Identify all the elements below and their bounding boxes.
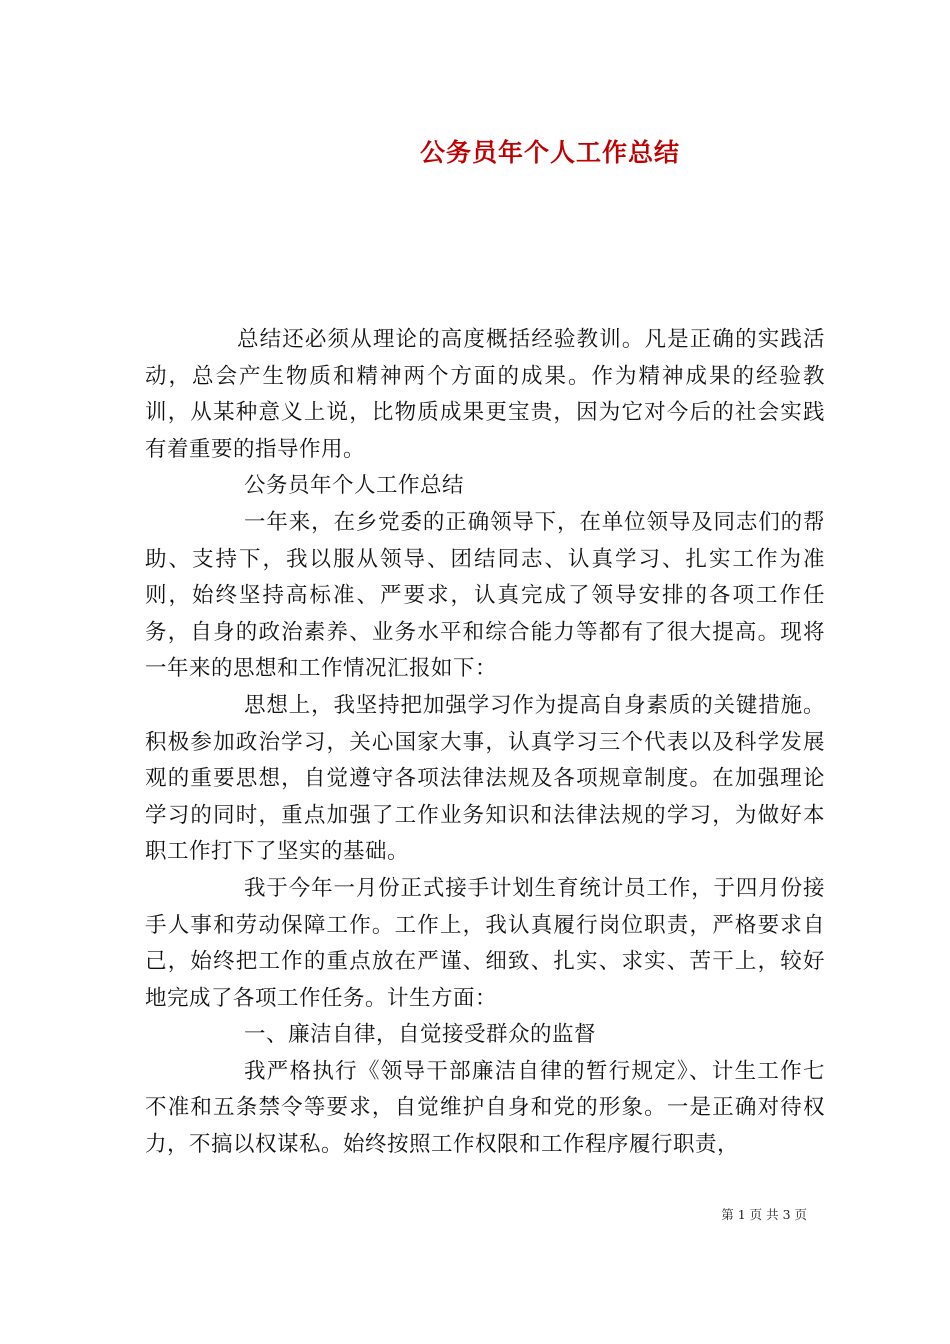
section-heading-1: 一、廉洁自律，自觉接受群众的监督 xyxy=(244,1022,597,1048)
paragraph-integrity: 我严格执行《领导干部廉洁自律的暂行规定》、计生工作七不准和五条禁令等要求，自觉维护自身和党的形象。一是正确对待权力，不搞以权谋私。始终按照工作权限和工作程序履行职责， xyxy=(145,1058,825,1158)
paragraph-thought: 思想上，我坚持把加强学习作为提高自身素质的关键措施。积极参加政治学习，关心国家大事，认真学习三个代表以及科学发展观的重要思想，自觉遵守各项法律法规及各项规章制度。在加强理论学习的同时，重点加强了工作业务知识和法律法规的学习，为做好本职工作打下了坚实的基础。 xyxy=(145,692,825,865)
document-body xyxy=(145,322,825,1164)
paragraph-subtitle: 公务员年个人工作总结 xyxy=(244,473,465,499)
page-title: 公务员年个人工作总结 xyxy=(419,138,680,167)
paragraph-work: 我于今年一月份正式接手计划生育统计员工作，于四月份接手人事和劳动保障工作。工作上，我认真履行岗位职责，严格要求自己，始终把工作的重点放在严谨、细致、扎实、求实、苦干上，较好地完成了各项工作任务。计生方面： xyxy=(145,875,825,1011)
page-number-footer: 第 1 页 共 3 页 xyxy=(721,1207,807,1222)
paragraph-intro: 总结还必须从理论的高度概括经验教训。凡是正确的实践活动，总会产生物质和精神两个方面的成果。作为精神成果的经验教训，从某种意义上说，比物质成果更宝贵，因为它对今后的社会实践有着重要的指导作用。 xyxy=(145,327,825,462)
paragraph-overview: 一年来，在乡党委的正确领导下，在单位领导及同志们的帮助、支持下，我以服从领导、团结同志、认真学习、扎实工作为准则，始终坚持高标准、严要求，认真完成了领导安排的各项工作任务，自身的政治素养、业务水平和综合能力等都有了很大提高。现将一年来的思想和工作情况汇报如下： xyxy=(145,509,825,682)
